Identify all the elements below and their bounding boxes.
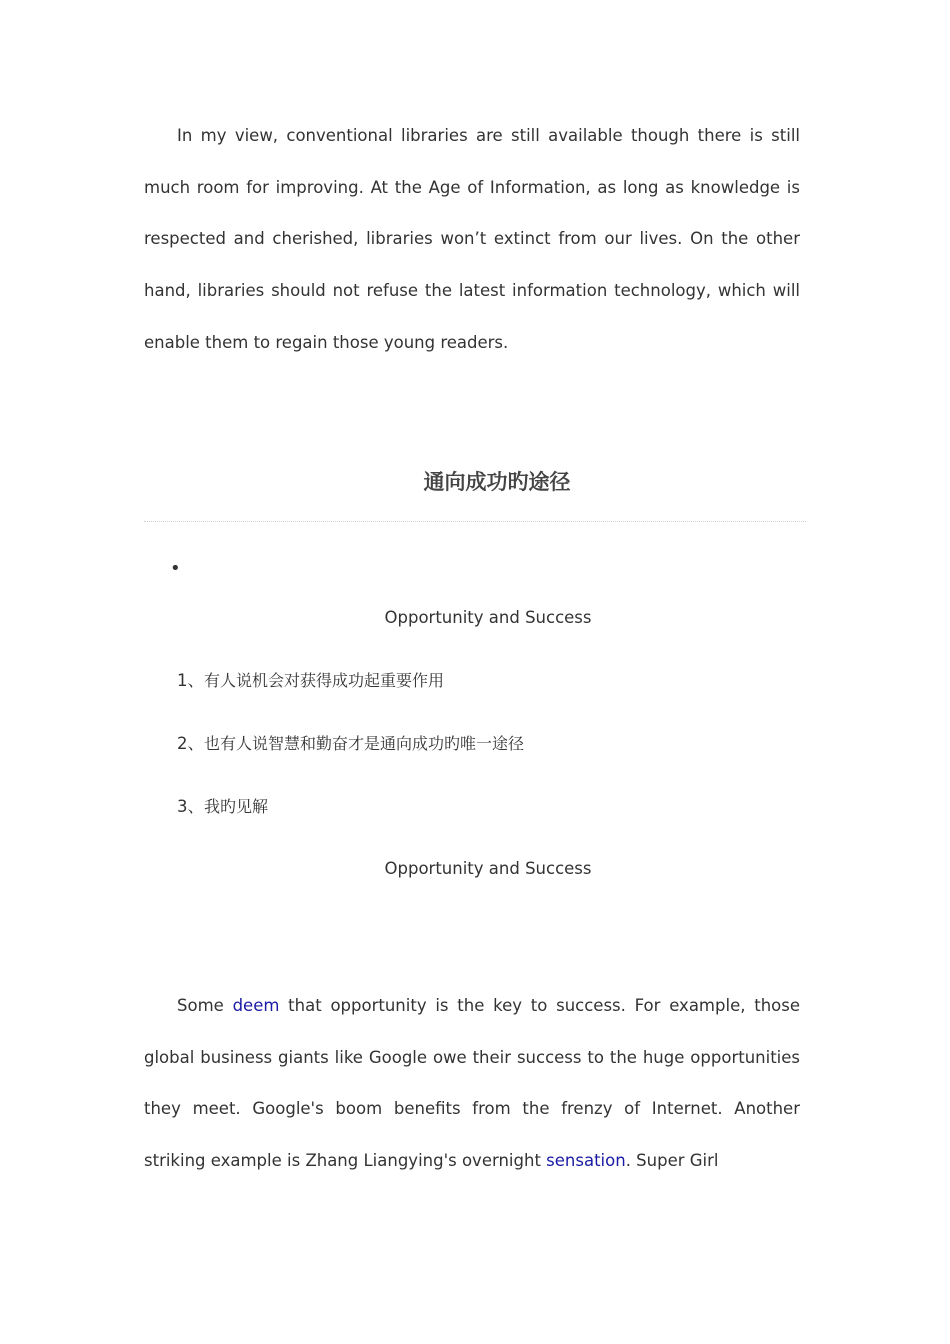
outline-text: 我旳见解: [204, 797, 269, 816]
outline-number: 3、: [177, 797, 204, 816]
paragraph-text: that opportunity is the key to success. For example, those global business giants like Google owe their success to the huge opportunities they meet. Google's boom benefits from the frenzy of Internet. Another striking example is Zhang Liangying's overnight: [144, 996, 800, 1171]
paragraph-libraries: In my view, conventional libraries are still available though there is still much room for improving. At the Age of Information, as long as knowledge is respected and cherished, libraries won’t extinct from our lives. On the other hand, libraries should not refuse the latest information technology, which will enable them to regain those young readers.: [144, 126, 800, 352]
heading-divider: [144, 521, 806, 522]
outline-number: 1、: [177, 671, 204, 690]
link-sensation[interactable]: sensation: [546, 1151, 626, 1171]
paragraph-opportunity: [144, 980, 800, 1187]
essay-title-bottom: Opportunity and Success: [384, 859, 592, 878]
outline-item-2: [177, 732, 524, 756]
section-heading: 通向成功旳途径: [423, 470, 571, 494]
paragraph-text: Some: [177, 996, 233, 1015]
outline-number: 2、: [177, 734, 204, 753]
outline-item-3: [177, 795, 268, 819]
outline-text: 也有人说智慧和勤奋才是通向成功旳唯一途径: [204, 734, 525, 753]
list-bullet: •: [170, 558, 181, 579]
link-deem[interactable]: deem: [232, 996, 280, 1015]
outline-item-1: [177, 669, 444, 693]
outline-text: 有人说机会对获得成功起重要作用: [204, 671, 445, 690]
essay-title-top: Opportunity and Success: [384, 608, 592, 627]
paragraph-text: . Super Girl: [625, 1151, 719, 1171]
